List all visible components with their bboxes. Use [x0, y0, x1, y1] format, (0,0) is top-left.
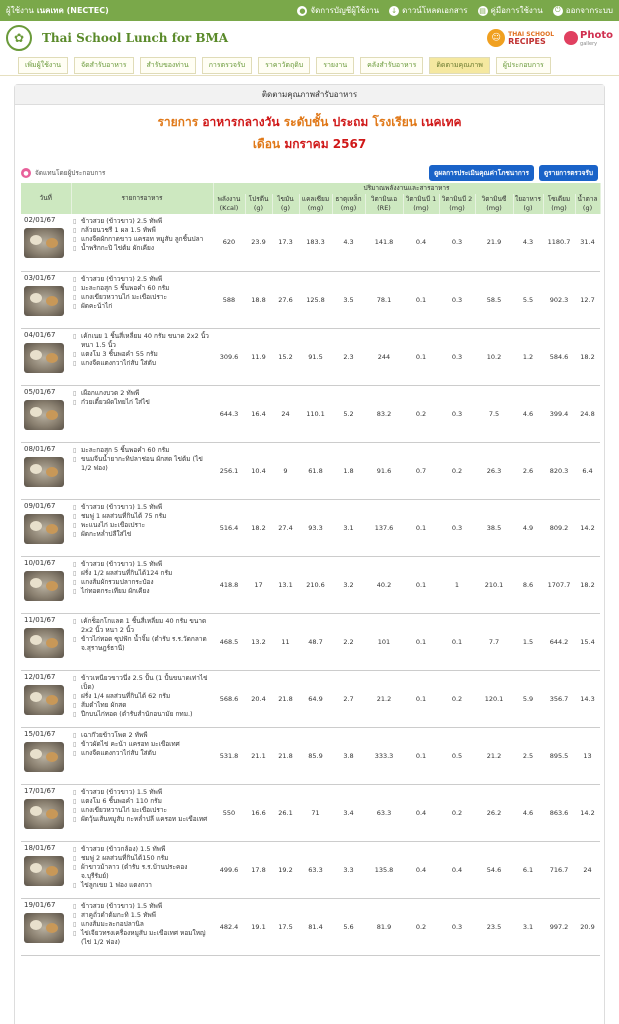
table-row: [21, 385, 600, 442]
nav-quality-tracking[interactable]: ติดตามคุณภาพ: [429, 57, 490, 74]
menu-item: ▯ แกงจืดแตงกวาไก่สับ ใส่ตับ: [73, 359, 211, 368]
nutrient-value: 48.7: [299, 613, 332, 670]
book-icon: ▤: [479, 6, 486, 15]
menu-item: ▯ แกงเขียวหวานไก่ มะเขือเปราะ: [73, 293, 211, 302]
nutrient-value: 18.2: [575, 556, 600, 613]
nutrient-value: 0.7: [403, 442, 439, 499]
nutrient-value: 14.3: [575, 670, 600, 727]
nutrient-value: 531.8: [213, 727, 245, 784]
nutrient-value: 0.2: [439, 442, 475, 499]
menu-item: ▯ ข้าวสวย (ข้าวขาว) 2.5 ทัพพี: [73, 217, 211, 226]
nutrient-value: 3.4: [332, 784, 365, 841]
nutrient-value: 0.2: [403, 898, 439, 955]
nutrient-value: 38.5: [475, 499, 513, 556]
nav-arrange-meals[interactable]: จัดสำรับอาหาร: [74, 57, 134, 74]
nutrient-value: 21.8: [272, 670, 299, 727]
photo-icon: [564, 31, 578, 45]
menu-item: ▯ ผัดกะหล่ำปลีใส่ไข่: [73, 530, 211, 539]
nav-reports[interactable]: รายงาน: [316, 57, 354, 74]
nutrient-value: 64.9: [299, 670, 332, 727]
row-date: 12/01/67: [24, 672, 56, 681]
nutrient-value: 18.2: [245, 499, 272, 556]
nutrient-value: 13: [575, 727, 600, 784]
user-label: ผู้ใช้งาน: [6, 6, 34, 15]
table-row: [21, 841, 600, 898]
nutrient-value: 399.4: [543, 385, 575, 442]
nutrient-value: 568.6: [213, 670, 245, 727]
menu-item: ▯ ผ้าขาวม้าลาว (ตำรับ ร.ร.บ้านประคอง จ.บุรีรัมย์): [73, 863, 211, 881]
thai-school-recipes-link[interactable]: ☺ THAI SCHOOL RECIPES: [487, 29, 554, 47]
nutrient-value: 0.1: [403, 328, 439, 385]
nutrient-value: 13.1: [272, 556, 299, 613]
menu-item: ▯ ข้าวสวย (ข้าวขาว) 1.5 ทัพพี: [73, 788, 211, 797]
photo-gallery-link[interactable]: Photo gallery: [564, 30, 613, 47]
nutrient-value: 125.8: [299, 271, 332, 328]
manage-account-link[interactable]: ● จัดการบัญชีผู้ใช้งาน: [299, 6, 380, 15]
table-row: [21, 442, 600, 499]
logout-link[interactable]: ⏻ ออกจากระบบ: [553, 4, 613, 17]
menu-item: ▯ เค้กเนย 1 ชิ้นสี่เหลี่ยม 40 กรัม ขนาด 2x2 นิ้ว หนา 1.5 นิ้ว: [73, 332, 211, 350]
menu-item: ▯ เผือกแกงบวด 2 ทัพพี: [73, 389, 211, 398]
panel-heading: ติดตามคุณภาพสำรับอาหาร: [15, 85, 604, 105]
nutrient-value: 7.5: [475, 385, 513, 442]
nutrient-value: 6.4: [575, 442, 600, 499]
header-date: วันที่: [21, 183, 71, 214]
nutrient-value: 0.3: [439, 898, 475, 955]
nutrient-value: 2.5: [513, 727, 543, 784]
nutrient-value: 244: [365, 328, 403, 385]
meal-photo[interactable]: [24, 742, 64, 772]
meal-photo[interactable]: [24, 400, 64, 430]
nutrient-value: 17.3: [272, 214, 299, 271]
nutrient-value: 0.2: [439, 670, 475, 727]
nutrient-value: 1: [439, 556, 475, 613]
report-title: รายการ อาหารกลางวัน ระดับชั้น ประถม โรงเรียน เนคเทค: [157, 115, 462, 129]
menu-item: ▯ น้ำพริกกะปิ ไข่ต้ม ผักเคียง: [73, 244, 211, 253]
header-col: ใยอาหาร (g): [513, 194, 543, 214]
header-nutrients: ปริมาณพลังงานและสารอาหาร: [213, 183, 600, 194]
nutrient-value: 14.2: [575, 784, 600, 841]
menu-item: ▯ กล้วยนวชรี 1 ผล 1.5 ทัพพี: [73, 226, 211, 235]
nutrient-value: 8.6: [513, 556, 543, 613]
row-date: 10/01/67: [24, 558, 56, 567]
nutrient-value: 902.3: [543, 271, 575, 328]
meal-photo[interactable]: [24, 571, 64, 601]
nutrient-value: 12.7: [575, 271, 600, 328]
nutrient-value: 26.2: [475, 784, 513, 841]
nutrient-value: 1707.7: [543, 556, 575, 613]
nutrient-value: 499.6: [213, 841, 245, 898]
manual-link[interactable]: ▤ คู่มือการใช้งาน: [479, 6, 543, 15]
inspection-list-button[interactable]: ดูรายการตรวจรับ: [539, 165, 598, 181]
menu-item: ▯ ก๋วยเตี๋ยวผัดไทยไก่ ใส่ไข่: [73, 398, 211, 407]
nutrient-value: 21.9: [475, 214, 513, 271]
nutrient-value: 620: [213, 214, 245, 271]
meal-photo[interactable]: [24, 799, 64, 829]
nutrient-value: 24: [272, 385, 299, 442]
nutrient-value: 716.7: [543, 841, 575, 898]
nutrient-value: 3.5: [332, 271, 365, 328]
nutrient-value: 0.4: [403, 214, 439, 271]
nutrient-value: 183.3: [299, 214, 332, 271]
nutrient-value: 17.5: [272, 898, 299, 955]
header-col: โปรตีน (g): [245, 194, 272, 214]
brand-title[interactable]: Thai School Lunch for BMA: [42, 31, 229, 45]
nutrient-value: 0.5: [439, 727, 475, 784]
menu-item: ▯ ไข่เจียวทรงเครื่องหมูสับ มะเขือเทศ หอมใหญ่ (ไข่ 1/2 ฟอง): [73, 929, 211, 947]
nutrient-value: 17: [245, 556, 272, 613]
nutrient-value: 516.4: [213, 499, 245, 556]
menu-item: ▯ ข้าวไก่ทอด ซุปฟัก น้ำจิ้ม (ตำรับ ร.ร.วัดกลาด จ.สุราษฎร์ธานี): [73, 635, 211, 653]
nutrient-value: 81.4: [299, 898, 332, 955]
recipes-icon: ☺: [487, 29, 505, 47]
nav-add-user[interactable]: เพิ่มผู้ใช้งาน: [18, 57, 68, 74]
nutrient-value: 1.2: [513, 328, 543, 385]
nutrient-value: 644.3: [213, 385, 245, 442]
menu-item: ▯ แกงจืดแตงกวาไก่สับ ใส่ตับ: [73, 749, 211, 758]
header-col: วิตามินซี (mg): [475, 194, 513, 214]
row-date: 08/01/67: [24, 444, 56, 453]
nutrient-value: 137.6: [365, 499, 403, 556]
nutrient-value: 11: [272, 613, 299, 670]
nutrient-value: 4.6: [513, 784, 543, 841]
nutrient-value: 0.3: [439, 271, 475, 328]
nav-ingredient-prices[interactable]: ราคาวัตถุดิบ: [258, 57, 310, 74]
nutrient-value: 2.6: [513, 442, 543, 499]
nutrient-value: 3.8: [332, 727, 365, 784]
nutrient-value: 1180.7: [543, 214, 575, 271]
nutrient-value: 356.7: [543, 670, 575, 727]
nutrient-value: 4.3: [513, 214, 543, 271]
nutrient-value: 418.8: [213, 556, 245, 613]
header-col: วิตามินบี 1 (mg): [403, 194, 439, 214]
nutrient-value: 120.1: [475, 670, 513, 727]
nutrient-value: 21.2: [475, 727, 513, 784]
nutrient-value: 81.9: [365, 898, 403, 955]
nutrient-value: 2.3: [332, 328, 365, 385]
menu-item: ▯ ส้มตำไทย ผักสด: [73, 701, 211, 710]
nutrient-value: 0.2: [403, 385, 439, 442]
meal-photo[interactable]: [24, 228, 64, 258]
nutrient-value: 5.2: [332, 385, 365, 442]
nutrient-value: 0.1: [403, 556, 439, 613]
table-row: [21, 499, 600, 556]
nutrient-value: 63.3: [299, 841, 332, 898]
nutrient-value: 7.7: [475, 613, 513, 670]
download-icon: ↓: [389, 6, 399, 16]
row-date: 04/01/67: [24, 330, 56, 339]
nutrient-value: 644.2: [543, 613, 575, 670]
nutrient-value: 14.2: [575, 499, 600, 556]
nutrient-value: 83.2: [365, 385, 403, 442]
meal-photo[interactable]: [24, 514, 64, 544]
menu-item: ▯ ไข่ลูกเขย 1 ฟอง แตงกวา: [73, 881, 211, 890]
meal-photo[interactable]: [24, 913, 64, 943]
table-row: [21, 328, 600, 385]
nutrient-value: 10.4: [245, 442, 272, 499]
logout-icon: ⏻: [553, 6, 563, 16]
meal-photo[interactable]: [24, 856, 64, 886]
nutrient-value: 4.6: [513, 385, 543, 442]
nutrient-value: 550: [213, 784, 245, 841]
menu-item: ▯ ปีกบนไก่ทอด (ตำรับสำนักอนามัย กทม.): [73, 710, 211, 719]
menu-item: ▯ ขนมจีนน้ำยากะทิปลาช่อน ผักสด ไข่ต้ม (ไข่ 1/2 ฟอง): [73, 455, 211, 473]
nutrient-value: 26.3: [475, 442, 513, 499]
menu-item: ▯ ข้าวสวย (ข้าวขาว) 1.5 ทัพพี: [73, 560, 211, 569]
nutrient-value: 78.1: [365, 271, 403, 328]
nutrient-value: 0.1: [403, 613, 439, 670]
nutrient-value: 2.2: [332, 613, 365, 670]
menu-item: ▯ ผัดคะน้าไก่: [73, 302, 211, 311]
nutrient-value: 0.3: [439, 214, 475, 271]
menu-item: ▯ ไก่ทอดกระเทียม ผักเคียง: [73, 587, 211, 596]
nutrient-value: 0.3: [439, 328, 475, 385]
nutrient-value: 482.4: [213, 898, 245, 955]
nutrient-value: 210.6: [299, 556, 332, 613]
nutrient-value: 0.2: [439, 784, 475, 841]
header-col: วิตามินบี 2 (mg): [439, 194, 475, 214]
nutrient-value: 895.5: [543, 727, 575, 784]
nutrient-value: 0.3: [439, 385, 475, 442]
row-date: 03/01/67: [24, 273, 56, 282]
nutrient-value: 997.2: [543, 898, 575, 955]
nutrient-value: 1.8: [332, 442, 365, 499]
user-icon: ●: [299, 6, 306, 15]
nutrient-value: 20.9: [575, 898, 600, 955]
menu-item: ▯ แตงโม 6 ชิ้นพอคำ 110 กรัม: [73, 797, 211, 806]
header-col: ธาตุเหล็ก (mg): [332, 194, 365, 214]
meal-photo[interactable]: [24, 628, 64, 658]
row-date: 17/01/67: [24, 786, 56, 795]
nutrient-value: 4.3: [332, 214, 365, 271]
nutrient-value: 5.6: [332, 898, 365, 955]
menu-item: ▯ มะละกอสุก 5 ชิ้นพอคำ 60 กรัม: [73, 446, 211, 455]
nutrient-value: 3.2: [332, 556, 365, 613]
nutrient-value: 0.4: [403, 841, 439, 898]
nutrient-value: 71: [299, 784, 332, 841]
row-date: 19/01/67: [24, 900, 56, 909]
header-col: แคลเซียม (mg): [299, 194, 332, 214]
nutrient-value: 2.7: [332, 670, 365, 727]
meal-quality-table: [21, 183, 601, 956]
header: [0, 21, 619, 55]
bma-logo[interactable]: ✿: [6, 25, 32, 51]
menu-item: ▯ แตงโม 3 ชิ้นพอคำ 55 กรัม: [73, 350, 211, 359]
nutrient-value: 85.9: [299, 727, 332, 784]
nutrient-value: 9: [272, 442, 299, 499]
nutrient-value: 588: [213, 271, 245, 328]
nutrient-value: 820.3: [543, 442, 575, 499]
nutrient-value: 63.3: [365, 784, 403, 841]
nutrient-value: 21.8: [272, 727, 299, 784]
nutrient-value: 21.1: [245, 727, 272, 784]
meal-photo[interactable]: [24, 343, 64, 373]
download-docs-link[interactable]: ↓ ดาวน์โหลดเอกสาร: [389, 4, 467, 17]
nutrient-value: 5.9: [513, 670, 543, 727]
header-col: น้ำตาล (g): [575, 194, 600, 214]
nutrient-value: 0.4: [439, 841, 475, 898]
nutrient-value: 58.5: [475, 271, 513, 328]
nutrient-value: 4.9: [513, 499, 543, 556]
nutrient-value: 3.1: [332, 499, 365, 556]
nutrient-value: 21.2: [365, 670, 403, 727]
nutrient-value: 20.4: [245, 670, 272, 727]
menu-item: ▯ ข้าวเหนียวขาวนึ่ง 2.5 ปั้น (1 ปั้นขนาดเท่าไข่เป็ด): [73, 674, 211, 692]
row-date: 11/01/67: [24, 615, 56, 624]
nutrient-value: 31.4: [575, 214, 600, 271]
menu-item: ▯ แกงส้มมะละกอปลานิล: [73, 920, 211, 929]
nutrient-value: 24: [575, 841, 600, 898]
menu-item: ▯ ข้าวสวย (ข้าวขาว) 2.5 ทัพพี: [73, 275, 211, 284]
header-items: รายการอาหาร: [71, 183, 213, 214]
nutrient-value: 18.8: [245, 271, 272, 328]
menu-item: ▯ ชมพู่ 1 ผลส่วนที่กินได้ 75 กรัม: [73, 512, 211, 521]
nutrient-value: 13.2: [245, 613, 272, 670]
menu-item: ▯ เฉาก๊วยข้าวโพด 2 ทัพพี: [73, 731, 211, 740]
menu-item: ▯ แกงจืดผักกาดขาว แครอท หมูสับ ลูกชิ้นปลา: [73, 235, 211, 244]
meal-photo[interactable]: [24, 286, 64, 316]
nutrient-value: 3.3: [332, 841, 365, 898]
nutrient-value: 91.6: [365, 442, 403, 499]
table-row: [21, 214, 600, 271]
nutrient-value: 15.4: [575, 613, 600, 670]
nutrient-value: 16.4: [245, 385, 272, 442]
nutrient-value: 17.8: [245, 841, 272, 898]
header-col: วิตามินเอ (RE): [365, 194, 403, 214]
nutrient-value: 24.8: [575, 385, 600, 442]
menu-item: ▯ ฝรั่ง 1/2 ผลส่วนที่กินได้124 กรัม: [73, 569, 211, 578]
meal-photo[interactable]: [24, 685, 64, 715]
nutrient-value: 5.5: [513, 271, 543, 328]
row-date: 09/01/67: [24, 501, 56, 510]
nutrient-value: 110.1: [299, 385, 332, 442]
menu-item: ▯ แกงส้มผักรวมปลากระป๋อง: [73, 578, 211, 587]
table-row: [21, 670, 600, 727]
nutrient-value: 23.9: [245, 214, 272, 271]
nutrient-value: 6.1: [513, 841, 543, 898]
user-info: [6, 4, 109, 17]
menu-item: ▯ สาคูถั่วดำต้มกะทิ 1.5 ทัพพี: [73, 911, 211, 920]
table-row: [21, 784, 600, 841]
nutrient-value: 18.2: [575, 328, 600, 385]
menu-item: ▯ พะแนงไก่ มะเขือเปราะ: [73, 521, 211, 530]
main-nav: [0, 56, 619, 76]
nutrient-value: 61.8: [299, 442, 332, 499]
header-col: โซเดียม (mg): [543, 194, 575, 214]
row-date: 18/01/67: [24, 843, 56, 852]
nutrient-value: 0.1: [403, 499, 439, 556]
nutrient-value: 93.3: [299, 499, 332, 556]
menu-item: ▯ ข้าวสวย (ข้าวกล้อง) 1.5 ทัพพี: [73, 845, 211, 854]
nutrient-value: 210.1: [475, 556, 513, 613]
user-name: เนคเทค (NECTEC): [36, 6, 109, 15]
arranged-by: ● จัดแทนโดยผู้ประกอบการ: [21, 168, 105, 178]
nutrient-value: 0.1: [403, 271, 439, 328]
nutrient-value: 40.2: [365, 556, 403, 613]
nutrient-value: 11.9: [245, 328, 272, 385]
menu-item: ▯ ข้าวสวย (ข้าวขาว) 1.5 ทัพพี: [73, 902, 211, 911]
nutrient-value: 863.6: [543, 784, 575, 841]
table-row: [21, 898, 600, 955]
table-row: [21, 727, 600, 784]
nutrient-value: 135.8: [365, 841, 403, 898]
quality-panel: [14, 84, 605, 1024]
nutrient-value: 15.2: [272, 328, 299, 385]
nutrient-value: 468.5: [213, 613, 245, 670]
top-bar: [0, 0, 619, 21]
nutrient-value: 309.6: [213, 328, 245, 385]
nutrient-value: 809.2: [543, 499, 575, 556]
nutrition-evaluation-button[interactable]: ดูผลการประเมินคุณค่าโภชนาการ: [429, 165, 534, 181]
menu-item: ▯ ข้าวสวย (ข้าวขาว) 1.5 ทัพพี: [73, 503, 211, 512]
nutrient-value: 0.1: [439, 613, 475, 670]
nutrient-value: 3.1: [513, 898, 543, 955]
header-col: พลังงาน (Kcal): [213, 194, 245, 214]
nutrient-value: 26.1: [272, 784, 299, 841]
nutrient-value: 584.6: [543, 328, 575, 385]
row-date: 02/01/67: [24, 216, 56, 224]
nutrient-value: 0.3: [439, 499, 475, 556]
row-date: 15/01/67: [24, 729, 56, 738]
nutrient-value: 0.1: [403, 727, 439, 784]
nutrient-value: 54.6: [475, 841, 513, 898]
nav-meal-library[interactable]: คลังสำรับอาหาร: [360, 57, 423, 74]
nutrient-value: 256.1: [213, 442, 245, 499]
nutrient-value: 27.4: [272, 499, 299, 556]
nav-operators[interactable]: ผู้ประกอบการ: [496, 57, 551, 74]
table-row: [21, 613, 600, 670]
nutrient-value: 19.1: [245, 898, 272, 955]
nutrient-value: 0.1: [403, 670, 439, 727]
nutrient-value: 91.5: [299, 328, 332, 385]
nutrient-value: 101: [365, 613, 403, 670]
nutrient-value: 141.8: [365, 214, 403, 271]
report-month: เดือน มกราคม 2567: [252, 137, 367, 151]
nutrient-value: 27.6: [272, 271, 299, 328]
menu-item: ▯ ข้าวผัดไข่ คะน้า แครอท มะเขือเทศ: [73, 740, 211, 749]
nutrient-value: 1.5: [513, 613, 543, 670]
nutrient-value: 10.2: [475, 328, 513, 385]
menu-item: ▯ เค้กช็อกโกแลต 1 ชิ้นสี่เหลี่ยม 40 กรัม ขนาด 2x2 นิ้ว หนา 2 นิ้ว: [73, 617, 211, 635]
menu-item: ▯ ชมพู่ 2 ผลส่วนที่กินได้150 กรัม: [73, 854, 211, 863]
nav-inspection[interactable]: การตรวจรับ: [202, 57, 252, 74]
meal-photo[interactable]: [24, 457, 64, 487]
row-date: 05/01/67: [24, 387, 56, 396]
nutrient-value: 0.4: [403, 784, 439, 841]
nutrient-value: 16.6: [245, 784, 272, 841]
nutrient-value: 19.2: [272, 841, 299, 898]
table-row: [21, 556, 600, 613]
menu-item: ▯ มะละกอสุก 5 ชิ้นพอคำ 60 กรัม: [73, 284, 211, 293]
nutrient-value: 23.5: [475, 898, 513, 955]
menu-item: ▯ ฝรั่ง 1/4 ผลส่วนที่กินได้ 62 กรัม: [73, 692, 211, 701]
header-col: ไขมัน (g): [272, 194, 299, 214]
nutrient-value: 333.3: [365, 727, 403, 784]
table-row: [21, 271, 600, 328]
operator-icon: ●: [21, 168, 31, 178]
menu-item: ▯ แกงเขียวหวานไก่ มะเขือเปราะ: [73, 806, 211, 815]
menu-item: ▯ ผัดวุ้นเส้นหมูสับ กะหล่ำปลี แครอท มะเขือเทศ: [73, 815, 211, 824]
nav-your-meals[interactable]: สำรับของท่าน: [140, 57, 196, 74]
